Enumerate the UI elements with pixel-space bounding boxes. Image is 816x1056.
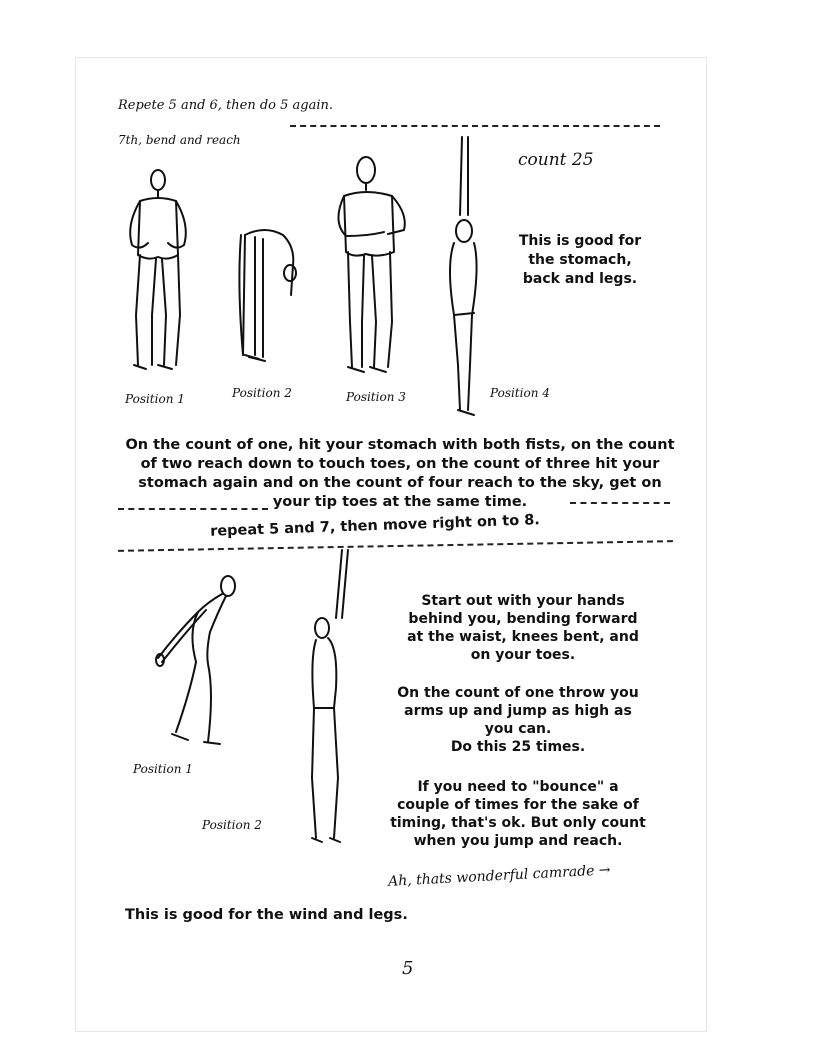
section7-benefit bbox=[500, 232, 660, 289]
instruction-line: your tip toes at the same time. bbox=[272, 494, 528, 510]
paragraph-line: On the count of one throw you bbox=[397, 685, 639, 701]
repeat-line: repeat 5 and 7, then move right on to 8. bbox=[209, 512, 541, 540]
benefit-line: back and legs. bbox=[522, 271, 638, 287]
paragraph-line: timing, that's ok. But only count bbox=[390, 815, 646, 831]
paragraph-line: on your toes. bbox=[470, 647, 576, 663]
paragraph-line: Do this 25 times. bbox=[450, 739, 586, 755]
figure-position-2 bbox=[235, 225, 300, 390]
paragraph-line: couple of times for the sake of bbox=[397, 797, 639, 813]
divider-middle-1 bbox=[118, 508, 268, 510]
paragraph-line: at the waist, knees bent, and bbox=[407, 629, 639, 645]
paragraph-line: behind you, bending forward bbox=[408, 611, 638, 627]
section8-benefit: This is good for the wind and legs. bbox=[125, 907, 408, 923]
paragraph-line: If you need to "bounce" a bbox=[417, 779, 619, 795]
instruction-line: stomach again and on the count of four reach to the sky, get on bbox=[138, 475, 662, 491]
section8-paragraph-3 bbox=[373, 778, 663, 850]
divider-top bbox=[290, 125, 660, 127]
figure8-position-2 bbox=[298, 548, 368, 848]
figure-position-1 bbox=[118, 165, 198, 390]
section8-paragraph-2 bbox=[373, 684, 663, 756]
section7-instructions bbox=[110, 436, 690, 512]
paragraph-line: when you jump and reach. bbox=[413, 833, 623, 849]
paragraph-line: you can. bbox=[484, 721, 552, 737]
instruction-line: On the count of one, hit your stomach with both fists, on the count bbox=[125, 437, 675, 453]
position-label-1: Position 1 bbox=[125, 392, 185, 406]
benefit-line: This is good for bbox=[518, 233, 642, 249]
instruction-line: of two reach down to touch toes, on the count of three hit your bbox=[140, 456, 660, 472]
benefit-line: the stomach, bbox=[528, 252, 632, 268]
figure-position-3 bbox=[328, 152, 418, 390]
section7-count: count 25 bbox=[518, 150, 594, 170]
position8-label-2: Position 2 bbox=[202, 818, 262, 832]
paragraph-line: Start out with your hands bbox=[421, 593, 625, 609]
position-label-4: Position 4 bbox=[490, 386, 550, 400]
position-label-2: Position 2 bbox=[232, 386, 292, 400]
position-label-3: Position 3 bbox=[346, 390, 406, 404]
section8-paragraph-1 bbox=[378, 592, 668, 664]
paragraph-line: arms up and jump as high as bbox=[404, 703, 632, 719]
position8-label-1: Position 1 bbox=[133, 762, 193, 776]
divider-middle-1b bbox=[570, 502, 670, 504]
figure8-position-1 bbox=[148, 572, 248, 752]
section8-aside: Ah, thats wonderful camrade → bbox=[387, 862, 611, 890]
section7-title: 7th, bend and reach bbox=[118, 133, 241, 147]
header-note: Repete 5 and 6, then do 5 again. bbox=[118, 98, 334, 113]
figure-position-4 bbox=[440, 135, 490, 425]
page-number: 5 bbox=[402, 958, 414, 979]
